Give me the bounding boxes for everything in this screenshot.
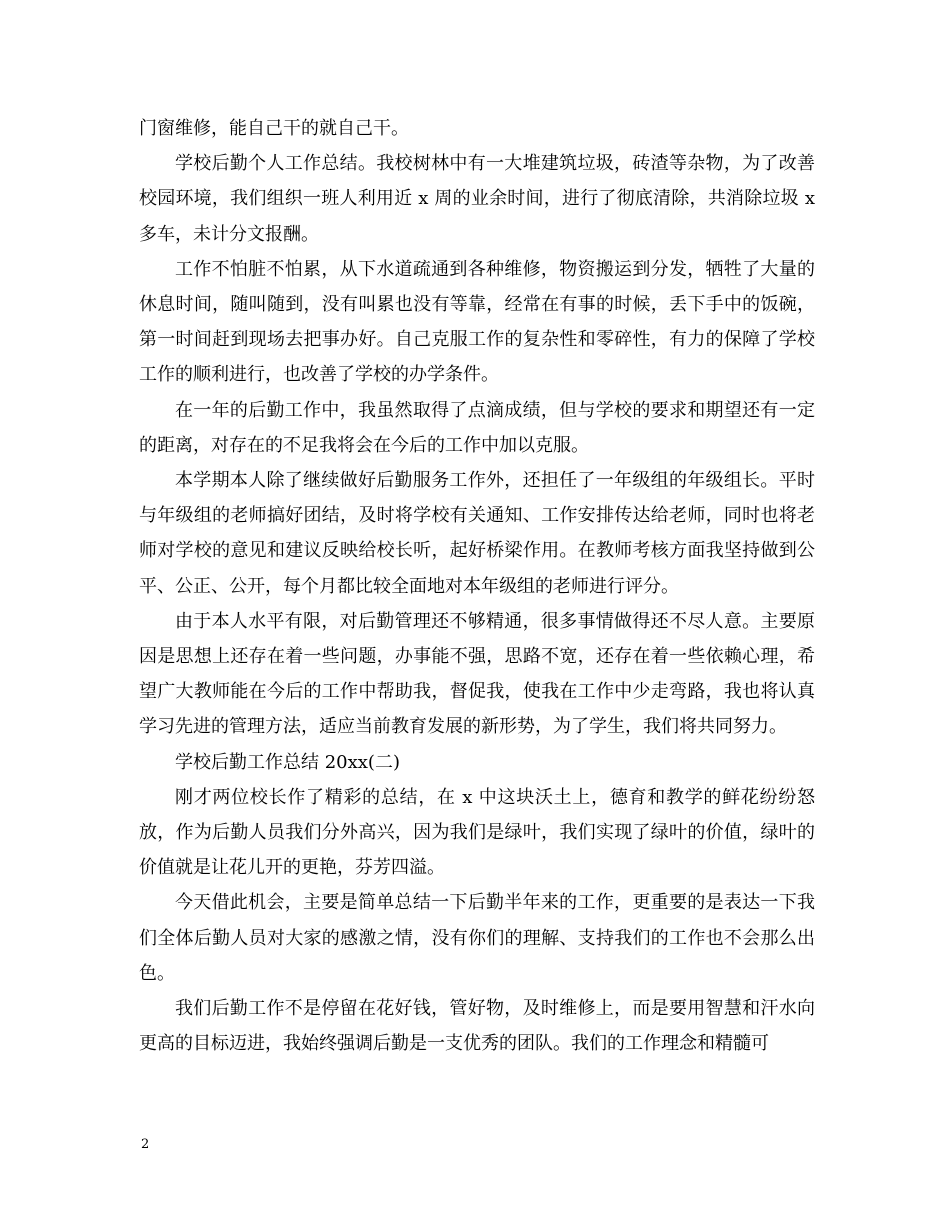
paragraph-1: 门窗维修，能自己干的就自己干。 <box>139 118 409 139</box>
paragraph-2: 学校后勤个人工作总结。我校树林中有一大堆建筑垃圾，砖渣等杂物，为了改善校园环境，我们组织一班人利用近 x 周的业余时间，进行了彻底清除，共消除垃圾 x 多车，未计分文报酬。 <box>139 153 815 245</box>
paragraph-4: 在一年的后勤工作中，我虽然取得了点滴成绩，但与学校的要求和期望还有一定的距离，对存在的不足我将会在今后的工作中加以克服。 <box>139 399 815 456</box>
paragraph-5: 本学期本人除了继续做好后勤服务工作外，还担任了一年级组的年级组长。平时与年级组的老师搞好团结，及时将学校有关通知、工作安排传达给老师，同时也将老师对学校的意见和建议反映给校长听，起好桥梁作用。在教师考核方面我坚持做到公平、公正、公开，每个月都比较全面地对本年级组的老师进行评分。 <box>139 470 815 597</box>
document-body <box>139 111 815 1061</box>
paragraph-7: 刚才两位校长作了精彩的总结，在 x 中这块沃土上，德育和教学的鲜花纷纷怒放，作为后勤人员我们分外高兴，因为我们是绿叶，我们实现了绿叶的价值，绿叶的价值就是让花儿开的更艳，芬芳四溢。 <box>139 786 815 879</box>
paragraph-6: 由于本人水平有限，对后勤管理还不够精通，很多事情做得还不尽人意。主要原因是思想上还存在着一些问题，办事能不强，思路不宽，还存在着一些依赖心理，希望广大教师能在今后的工作中帮助我，督促我，使我在工作中少走弯路，我也将认真学习先进的管理方法，适应当前教育发展的新形势，为了学生，我们将共同努力。 <box>139 610 815 738</box>
paragraph-3: 工作不怕脏不怕累，从下水道疏通到各种维修，物资搬运到分发，牺牲了大量的休息时间，随叫随到，没有叫累也没有等靠，经常在有事的时候，丢下手中的饭碗，第一时间赶到现场去把事办好。自己克服工作的复杂性和零碎性，有力的保障了学校工作的顺利进行，也改善了学校的办学条件。 <box>139 258 815 386</box>
section-heading: 学校后勤工作总结 20xx(二) <box>175 751 400 773</box>
paragraph-9: 我们后勤工作不是停留在花好钱，管好物，及时维修上，而是要用智慧和汗水向更高的目标迈进，我始终强调后勤是一支优秀的团队。我们的工作理念和精髓可 <box>139 998 815 1055</box>
paragraph-8: 今天借此机会，主要是简单总结一下后勤半年来的工作，更重要的是表达一下我们全体后勤人员对大家的感激之情，没有你们的理解、支持我们的工作也不会那么出色。 <box>139 892 815 984</box>
page-number: 2 <box>141 1137 150 1152</box>
